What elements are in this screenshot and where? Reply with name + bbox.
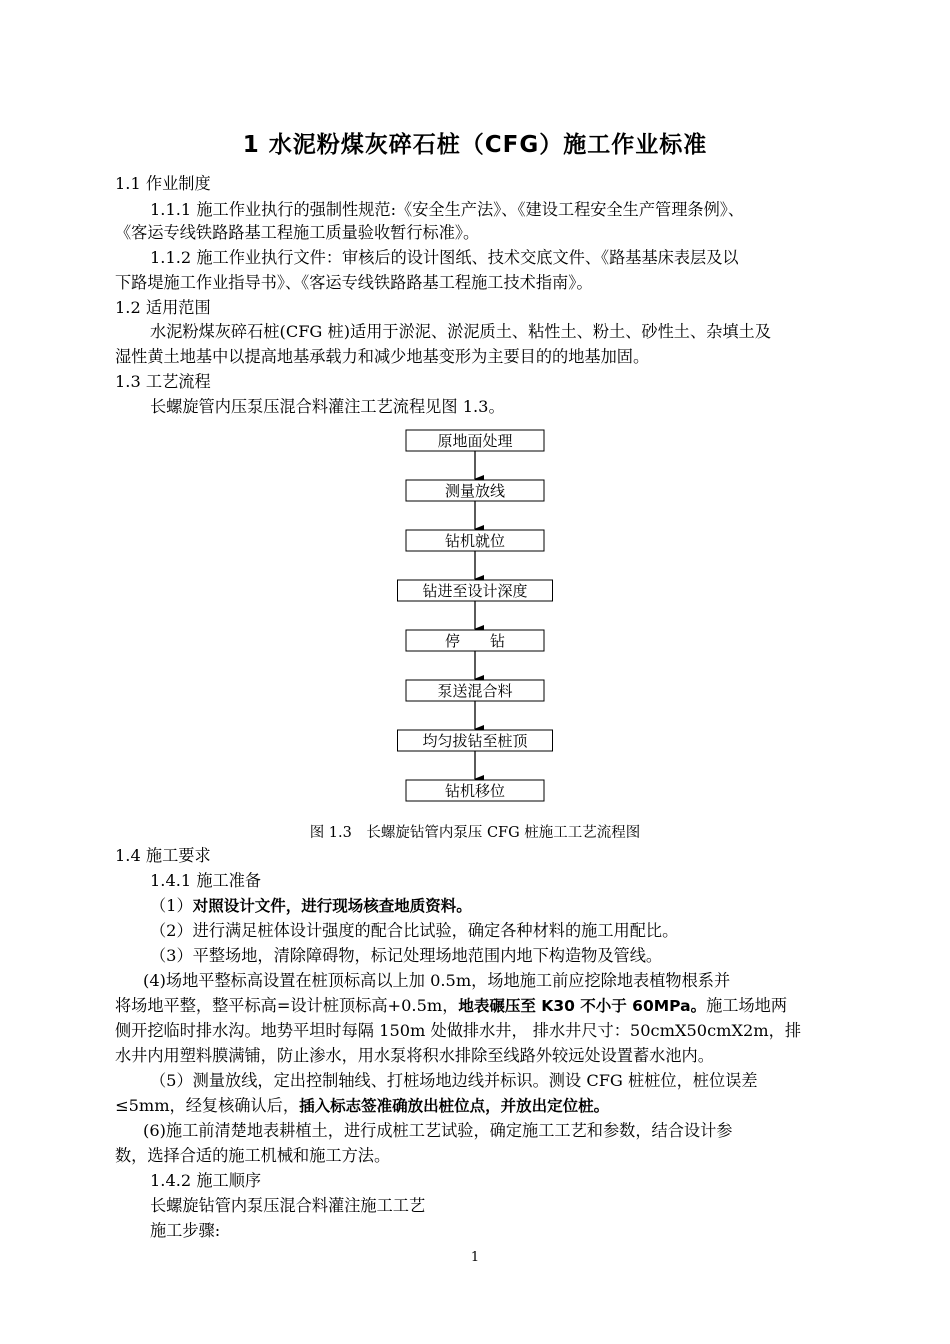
paragraph-1-1-2-line2: 下路堤施工作业指导书》、《客运专线铁路路基工程施工技术指南》。 <box>115 273 593 292</box>
paragraph-1-4-2: 长螺旋钻管内泵压混合料灌注施工工艺 <box>150 1196 426 1215</box>
item-4-line2 <box>115 996 787 1016</box>
page-title: 1 水泥粉煤灰碎石桩（CFG）施工作业标准 <box>242 132 708 158</box>
flow-step-label: 钻进至设计深度 <box>422 582 528 600</box>
item-1-number: （1） <box>150 896 193 915</box>
figure-caption: 图 1.3 长螺旋钻管内泵压 CFG 桩施工工艺流程图 <box>309 825 641 841</box>
steps-label: 施工步骤: <box>150 1221 221 1240</box>
flow-step-label: 泵送混合料 <box>437 682 513 700</box>
subsection-1-4-2-heading: 1.4.2 施工顺序 <box>150 1171 262 1190</box>
item-1 <box>150 896 472 916</box>
item-4-bold-text: 地表碾压至 K30 不小于 60MPa。 <box>458 997 707 1015</box>
paragraph-1-2-line2: 湿性黄土地基中以提高地基承载力和减少地基变形为主要目的的地基加固。 <box>115 347 650 366</box>
item-6-line1: (6)施工前清楚地表耕植土，进行成桩工艺试验，确定施工工艺和参数，结合设计参 <box>143 1121 733 1140</box>
item-4-line4: 水井内用塑料膜满铺，防止渗水，用水泵将积水排除至线路外较远处设置蓄水池内。 <box>115 1046 714 1065</box>
item-1-bold-text: 对照设计文件，进行现场核查地质资料。 <box>192 897 472 915</box>
page-number: 1 <box>470 1250 480 1265</box>
flow-step-label: 测量放线 <box>444 482 506 500</box>
flow-step-label: 均匀拔钻至桩顶 <box>422 732 528 750</box>
flow-step-label: 钻机就位 <box>444 532 506 550</box>
flow-step-label: 原地面处理 <box>437 432 513 450</box>
item-5-line2 <box>115 1096 609 1116</box>
section-1-2-heading: 1.2 适用范围 <box>115 298 211 317</box>
section-1-1-heading: 1.1 作业制度 <box>115 174 211 193</box>
paragraph-1-3: 长螺旋管内压泵压混合料灌注工艺流程见图 1.3。 <box>150 397 505 416</box>
paragraph-1-1-2-line1: 1.1.2 施工作业执行文件：审核后的设计图纸、技术交底文件、《路基基床表层及以 <box>150 248 739 267</box>
item-4-line3: 侧开挖临时排水沟。地势平坦时每隔 150m 处做排水井， 排水井尺寸：50cmX50cmX2m，排 <box>115 1021 802 1040</box>
item-4-line1: (4)场地平整标高设置在桩顶标高以上加 0.5m，场地施工前应挖除地表植物根系并 <box>143 971 731 990</box>
item-2: （2）进行满足桩体设计强度的配合比试验，确定各种材料的施工用配比。 <box>150 921 679 940</box>
flow-step-label: 钻机移位 <box>444 782 506 800</box>
subsection-1-4-1-heading: 1.4.1 施工准备 <box>150 871 262 890</box>
paragraph-1-1-1-line1: 1.1.1 施工作业执行的强制性规范:《安全生产法》、《建设工程安全生产管理条例》、 <box>150 200 745 219</box>
section-1-4-heading: 1.4 施工要求 <box>115 846 211 865</box>
paragraph-1-1-1-line2: 《客运专线铁路路基工程施工质量验收暂行标准》。 <box>115 223 480 242</box>
section-1-3-heading: 1.3 工艺流程 <box>115 372 211 391</box>
item-5-bold-text: 插入标志签准确放出桩位点，并放出定位桩。 <box>299 1097 610 1115</box>
flow-step-label: 停 钻 <box>444 632 506 650</box>
item-3: （3）平整场地，清除障碍物，标记处理场地范围内地下构造物及管线。 <box>150 946 663 965</box>
item-4-line2-tail: 施工场地两 <box>706 996 788 1015</box>
item-6-line2: 数，选择合适的施工机械和施工方法。 <box>115 1146 391 1165</box>
item-5-line2-text: ≤5mm，经复核确认后， <box>115 1096 300 1115</box>
item-5-line1: （5）测量放线，定出控制轴线、打桩场地边线并标识。测设 CFG 桩桩位，桩位误差 <box>150 1071 758 1090</box>
paragraph-1-2-line1: 水泥粉煤灰碎石桩(CFG 桩)适用于淤泥、淤泥质土、粘性土、粉土、砂性土、杂填土及 <box>150 322 771 341</box>
item-4-line2-text: 将场地平整，整平标高=设计桩顶标高+0.5m， <box>115 996 459 1015</box>
